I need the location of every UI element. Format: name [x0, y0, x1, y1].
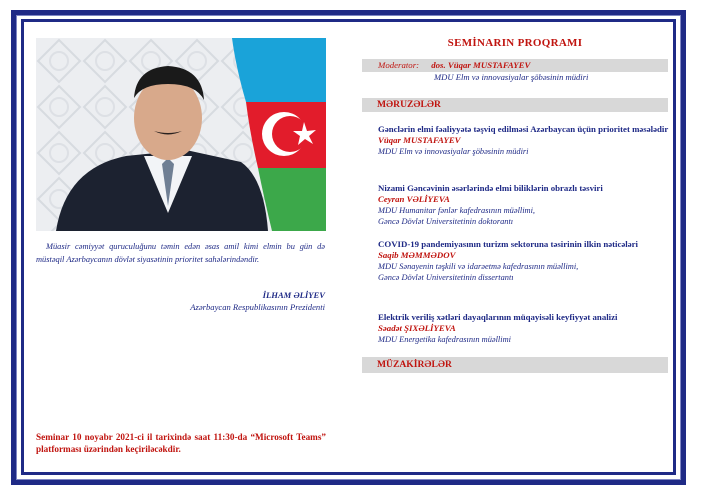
- talk-title: COVID-19 pandemiyasının turizm sektoruna təsirinin ilkin nəticələri: [378, 239, 639, 249]
- talk-speaker: Səadət ŞIXƏLİYEVA: [378, 323, 456, 334]
- talks-header: MƏRUZƏLƏR: [377, 99, 441, 110]
- talk-item: [378, 312, 670, 345]
- talk-item: [378, 183, 670, 227]
- author-name: İLHAM ƏLİYEV: [262, 290, 325, 300]
- talk-title: Gənclərin elmi fəaliyyətə təşviq edilməsi Azərbaycan üçün prioritet məsələdir: [378, 124, 669, 134]
- moderator-affiliation: MDU Elm və innovasiyalar şöbəsinin müdiri: [434, 72, 589, 82]
- discussion-header: MÜZAKİRƏLƏR: [377, 359, 452, 370]
- talk-item: [378, 239, 670, 283]
- talk-speaker: Saqib MƏMMƏDOV: [378, 250, 456, 261]
- author-title: Azərbaycan Respublikasının Prezidenti: [190, 301, 325, 312]
- president-portrait-image: [36, 38, 326, 231]
- quote-author: [125, 290, 325, 314]
- talk-affiliation: MDU Elm və innovasiyalar şöbəsinin müdiri: [378, 147, 529, 157]
- president-quote: Müasir cəmiyyət quruculuğunu təmin edən əsas amil kimi elmin bu gün də müstəqil Azərbaycanın dövlət siyasətinin prioritet sahələrindəndir.: [36, 242, 325, 264]
- talk-affiliation: Gəncə Dövlət Universitetinin dissertantı: [378, 273, 514, 283]
- moderator-line: [378, 60, 530, 70]
- talk-affiliation: MDU Humanitar fənlər kafedrasının müəllimi,: [378, 206, 536, 216]
- talk-speaker: Ceyran VƏLİYEVA: [378, 194, 450, 205]
- talk-item: [378, 124, 670, 157]
- talk-title: Elektrik veriliş xətləri dayaqlarının müqayisəli keyfiyyət analizi: [378, 312, 618, 322]
- moderator-label: Moderator:: [378, 60, 420, 70]
- program-title: SEMİNARIN PROQRAMI: [447, 37, 583, 49]
- talk-title: Nizami Gəncəvinin əsərlərində elmi biliklərin obrazlı təsviri: [378, 183, 603, 193]
- talk-affiliation: MDU Sənayenin təşkili və idarəetmə kafedrasının müəllimi,: [378, 262, 579, 272]
- moderator-name: dos. Vüqar MUSTAFAYEV: [431, 60, 531, 70]
- talk-affiliation: Gəncə Dövlət Universitetinin doktorantı: [378, 217, 514, 227]
- talk-speaker: Vüqar MUSTAFAYEV: [378, 135, 461, 146]
- seminar-notice: Seminar 10 noyabr 2021-ci il tarixində saat 11:30-da “Microsoft Teams” platforması üzərindən keçiriləcəkdir.: [36, 432, 326, 454]
- talk-affiliation: MDU Energetika kafedrasının müəllimi: [378, 335, 511, 345]
